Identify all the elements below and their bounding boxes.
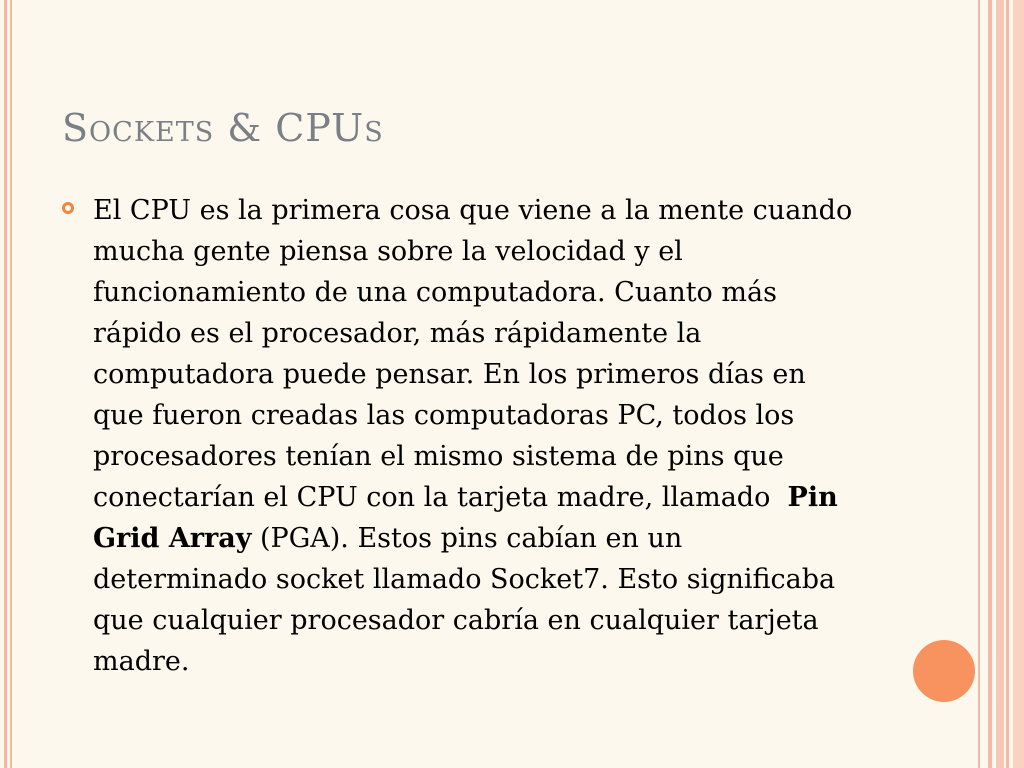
bullet-list	[62, 190, 862, 682]
right-stripe-decoration	[1006, 0, 1009, 768]
right-stripe-decoration	[996, 0, 1004, 768]
bullet-item	[62, 190, 862, 682]
bullet-circle-icon	[62, 202, 74, 214]
bullet-text-before: El CPU es la primera cosa que viene a la mente cuando mucha gente piensa sobre la velocidad y el funcionamiento de una computadora. Cuanto más rápido es el procesador, más rápidamente la computadora puede pensar. En los primeros días en que fueron creadas las computadoras PC, todos los procesadores tenían el mismo sistema de pins que conectarían el CPU con la tarjeta madre, llamado	[93, 195, 853, 513]
right-stripe-decoration	[978, 0, 980, 768]
orange-circle-decoration	[913, 640, 975, 702]
bullet-text-bold: Pin Grid Array	[93, 482, 838, 554]
bullet-text	[93, 195, 852, 677]
right-stripe-decoration	[988, 0, 992, 768]
slide-title: Sockets & CPUs	[62, 106, 384, 150]
right-stripe-decoration	[1013, 0, 1024, 768]
bullet-text-after: (PGA). Estos pins cabían en un determinado socket llamado Socket7. Esto significaba que cualquier procesador cabría en cualquier tarjeta madre.	[93, 523, 836, 677]
left-border-decoration	[0, 0, 12, 768]
